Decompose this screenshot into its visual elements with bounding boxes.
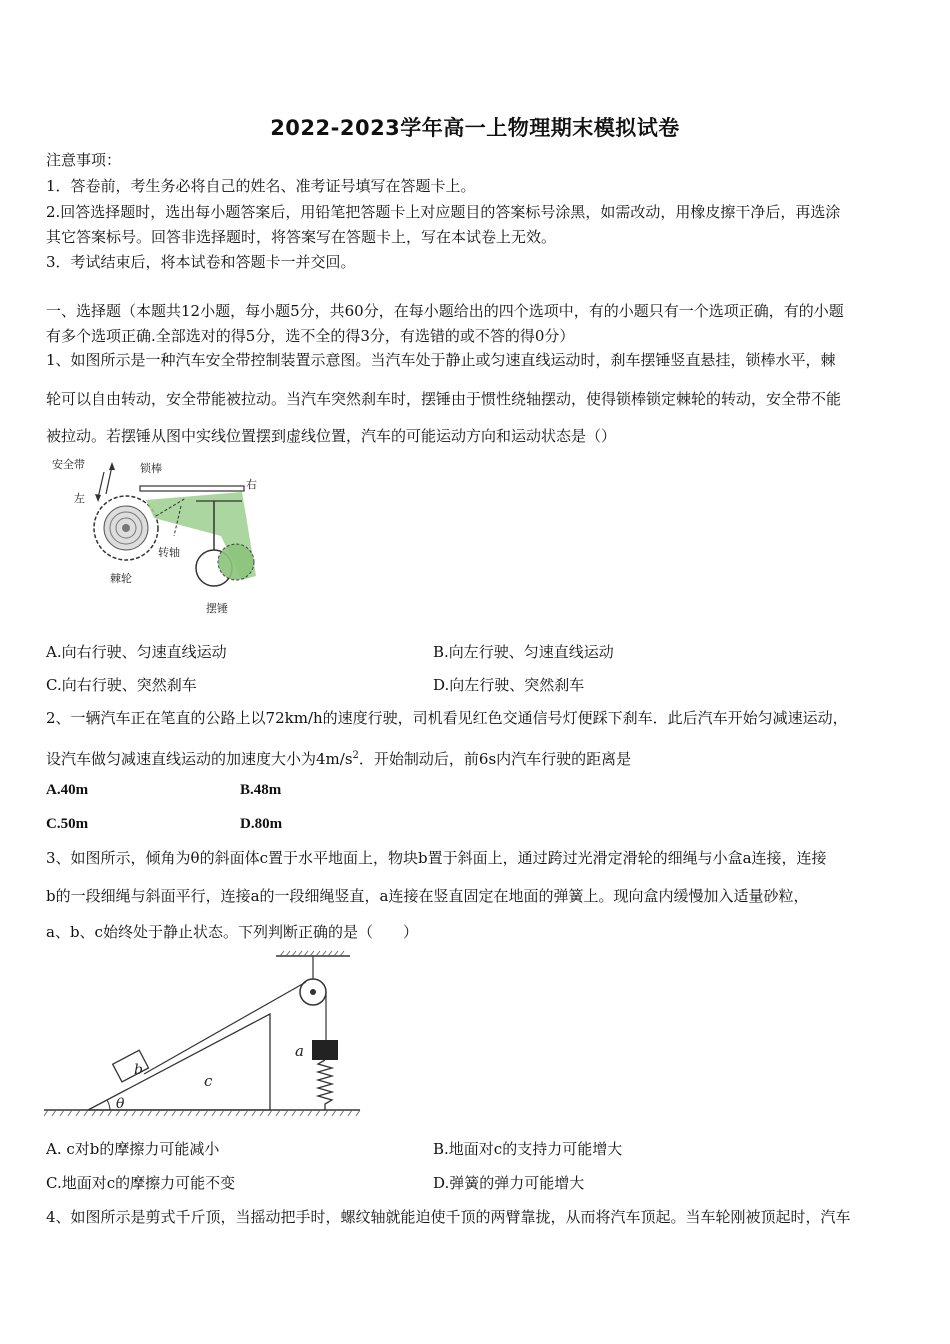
incline-pulley-figure bbox=[44, 950, 364, 1124]
question-3-text: 3、如图所示，倾角为θ的斜面体c置于水平地面上，物块b置于斜面上，通过跨过光滑定滑轮的细绳与小盒a连接，连接 bbox=[46, 849, 827, 867]
q2-line2-pre: 设汽车做匀减速直线运动的加速度大小为4m/s bbox=[46, 750, 353, 768]
label-c: c bbox=[204, 1072, 213, 1090]
notice-item: 3．考试结束后，将本试卷和答题卡一并交回。 bbox=[46, 253, 356, 271]
label-axle: 转轴 bbox=[158, 546, 180, 559]
section-heading: 一、选择题（本题共12小题，每小题5分，共60分，在每小题给出的四个选项中，有的小题只有一个选项正确，有的小题 bbox=[46, 302, 844, 320]
label-pendulum: 摆锤 bbox=[206, 602, 228, 615]
notice-item: 其它答案标号。回答非选择题时，将答案写在答题卡上，写在本试卷上无效。 bbox=[46, 228, 557, 246]
question-1-text: 1、如图所示是一种汽车安全带控制装置示意图。当汽车处于静止或匀速直线运动时，刹车摆锤竖直悬挂，锁棒水平，棘 bbox=[46, 351, 836, 369]
section-heading: 有多个选项正确.全部选对的得5分，选不全的得3分，有选错的或不答的得0分） bbox=[46, 327, 575, 345]
question-3-text: b的一段细绳与斜面平行，连接a的一段细绳竖直，a连接在竖直固定在地面的弹簧上。现向盒内缓慢加入适量砂粒， bbox=[46, 887, 809, 905]
seatbelt-device-figure bbox=[46, 456, 268, 620]
question-2-text: 2、一辆汽车正在笔直的公路上以72km/h的速度行驶，司机看见红色交通信号灯便踩下刹车．此后汽车开始匀减速运动， bbox=[46, 709, 848, 727]
q3-option-d: D.弹簧的弹力可能增大 bbox=[433, 1174, 585, 1192]
question-1-text: 被拉动。若摆锤从图中实线位置摆到虚线位置，汽车的可能运动方向和运动状态是（） bbox=[46, 427, 617, 445]
q3-option-c: C.地面对c的摩擦力可能不变 bbox=[46, 1174, 236, 1192]
q1-option-d: D.向左行驶、突然刹车 bbox=[433, 676, 585, 694]
q2-line2-post: ．开始制动后，前6s内汽车行驶的距离是 bbox=[358, 750, 632, 768]
notice-heading: 注意事项： bbox=[46, 151, 122, 169]
question-3-text: a、b、c始终处于静止状态。下列判断正确的是（ ） bbox=[46, 923, 418, 941]
q1-option-b: B.向左行驶、匀速直线运动 bbox=[433, 643, 614, 661]
q2-option-b: B.48m bbox=[240, 782, 282, 798]
label-belt: 安全带 bbox=[52, 458, 85, 471]
label-lock-bar: 锁棒 bbox=[140, 462, 162, 475]
notice-item: 2.回答选择题时，选出每小题答案后，用铅笔把答题卡上对应题目的答案标号涂黑，如需改动，用橡皮擦干净后，再选涂 bbox=[46, 203, 841, 221]
q2-option-a: A.40m bbox=[46, 782, 89, 798]
q2-option-c: C.50m bbox=[46, 816, 89, 832]
q2-line2-sup: 2 bbox=[352, 750, 359, 761]
q1-option-c: C.向右行驶、突然刹车 bbox=[46, 676, 197, 694]
label-theta: θ bbox=[116, 1096, 125, 1112]
question-2-text-line2 bbox=[46, 746, 908, 769]
q1-option-a: A.向右行驶、匀速直线运动 bbox=[46, 643, 227, 661]
notice-item: 1．答卷前，考生务必将自己的姓名、准考证号填写在答题卡上。 bbox=[46, 177, 476, 195]
q3-option-a: A. c对b的摩擦力可能减小 bbox=[46, 1140, 220, 1158]
question-1-text: 轮可以自由转动，安全带能被拉动。当汽车突然刹车时，摆锤由于惯性绕轴摆动，使得锁棒锁定棘轮的转动，安全带不能 bbox=[46, 390, 842, 408]
q2-option-d: D.80m bbox=[240, 816, 283, 832]
question-4-text: 4、如图所示是剪式千斤顶，当摇动把手时，螺纹轴就能迫使千顶的两臂靠拢，从而将汽车顶起。当车轮刚被顶起时，汽车 bbox=[46, 1208, 851, 1226]
label-left: 左 bbox=[74, 492, 85, 505]
q3-option-b: B.地面对c的支持力可能增大 bbox=[433, 1140, 623, 1158]
label-ratchet: 棘轮 bbox=[110, 572, 132, 585]
label-b: b bbox=[134, 1062, 143, 1078]
label-a: a bbox=[295, 1042, 304, 1060]
label-right: 右 bbox=[246, 478, 257, 491]
page-title: 2022-2023学年高一上物理期末模拟试卷 bbox=[270, 116, 680, 140]
